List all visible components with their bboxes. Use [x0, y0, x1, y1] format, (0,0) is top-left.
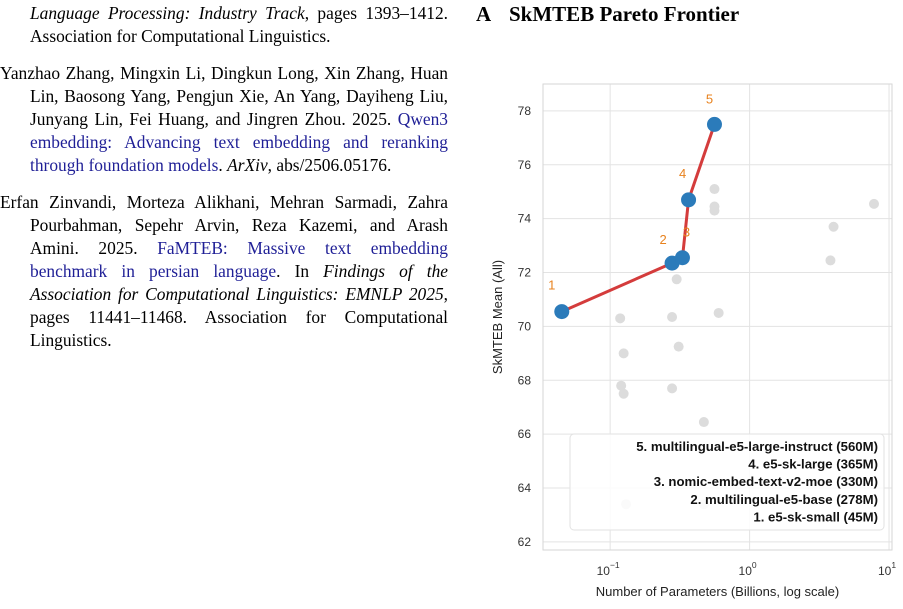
background-point	[709, 184, 719, 194]
reference-authors: Yanzhao Zhang, Mingxin Li, Dingkun Long, Xin Zhang, Huan Lin, Baosong Yang, Pengjun Xie, An Yang, Dayiheng Liu, Junyang Lin, Fei Huang, and Jingren Zhou. 2025.	[0, 63, 448, 129]
frontier-rank-label: 2	[659, 232, 667, 248]
frontier-rank-label: 3	[682, 224, 691, 240]
reference-famteb	[0, 191, 448, 352]
background-point	[615, 313, 625, 323]
reference-venue: Language Processing: Industry Track	[30, 3, 305, 23]
y-tick-label: 66	[517, 427, 531, 442]
reference-venue: ArXiv	[227, 155, 268, 175]
reference-punct: . In	[276, 261, 324, 281]
legend-entry: 4. e5-sk-large (365M)	[748, 456, 878, 472]
legend-entry: 1. e5-sk-small (45M)	[753, 509, 878, 525]
y-tick-label: 64	[517, 481, 531, 496]
pareto-chart	[460, 60, 900, 609]
y-axis-label: SkMTEB Mean (All)	[490, 259, 505, 375]
background-point	[672, 274, 682, 284]
background-point	[829, 222, 839, 232]
reference-venue: Findings of the Association for Computational Linguistics: EMNLP 2025	[30, 261, 448, 304]
frontier-point	[707, 117, 722, 132]
background-point	[714, 308, 724, 318]
background-point	[674, 342, 684, 352]
y-tick-label: 74	[517, 211, 531, 226]
legend-entry: 2. multilingual-e5-base (278M)	[690, 491, 878, 507]
section-number: A	[476, 2, 492, 26]
background-point	[619, 389, 629, 399]
y-tick-label: 72	[517, 265, 531, 280]
frontier-rank-label: 4	[678, 165, 687, 181]
y-tick-label: 62	[517, 534, 531, 549]
background-point	[709, 206, 719, 216]
reference-punct: .	[218, 155, 228, 175]
x-tick-label: $10^1$	[877, 560, 897, 578]
reference-title-link[interactable]: Qwen3 embedding: Advancing text embedding and reranking through foundation models	[30, 109, 448, 175]
x-axis-label: Number of Parameters (Billions, log scale)	[595, 584, 840, 599]
y-tick-label: 68	[517, 373, 531, 388]
references-column	[0, 0, 448, 366]
reference-continuation	[0, 2, 448, 48]
background-point	[667, 383, 677, 393]
background-point	[667, 312, 677, 322]
frontier-point	[681, 192, 696, 207]
background-point	[869, 199, 879, 209]
reference-tail: , pages 11441–11468. Association for Computational Linguistics.	[30, 284, 448, 350]
reference-title-link[interactable]: FaMTEB: Massive text embedding benchmark in persian language	[30, 238, 448, 281]
background-point	[825, 255, 835, 265]
y-tick-label: 70	[517, 319, 531, 334]
frontier-line	[562, 124, 715, 311]
reference-qwen3	[0, 62, 448, 177]
y-tick-label: 76	[517, 157, 531, 172]
reference-tail: , abs/2506.05176.	[267, 155, 392, 175]
section-heading	[476, 2, 739, 27]
legend-entry: 5. multilingual-e5-large-instruct (560M)	[636, 439, 878, 454]
reference-tail: , pages 1393–1412. Association for Computational Linguistics.	[30, 3, 449, 46]
y-tick-label: 78	[517, 103, 531, 118]
frontier-rank-label: 5	[705, 91, 714, 107]
frontier-point	[675, 250, 690, 265]
legend-entry: 3. nomic-embed-text-v2-moe (330M)	[653, 474, 878, 490]
x-tick-label: $10^{-1}$	[596, 560, 620, 578]
x-tick-label: $10^0$	[738, 560, 757, 578]
section-title: SkMTEB Pareto Frontier	[509, 2, 740, 26]
frontier-rank-label: 1	[548, 277, 556, 293]
reference-authors: Erfan Zinvandi, Morteza Alikhani, Mehran Sarmadi, Zahra Pourbahman, Sepehr Arvin, Reza Kazemi, and Arash Amini. 2025.	[0, 192, 448, 258]
background-point	[619, 348, 629, 358]
background-point	[699, 417, 709, 427]
frontier-point	[554, 304, 569, 319]
